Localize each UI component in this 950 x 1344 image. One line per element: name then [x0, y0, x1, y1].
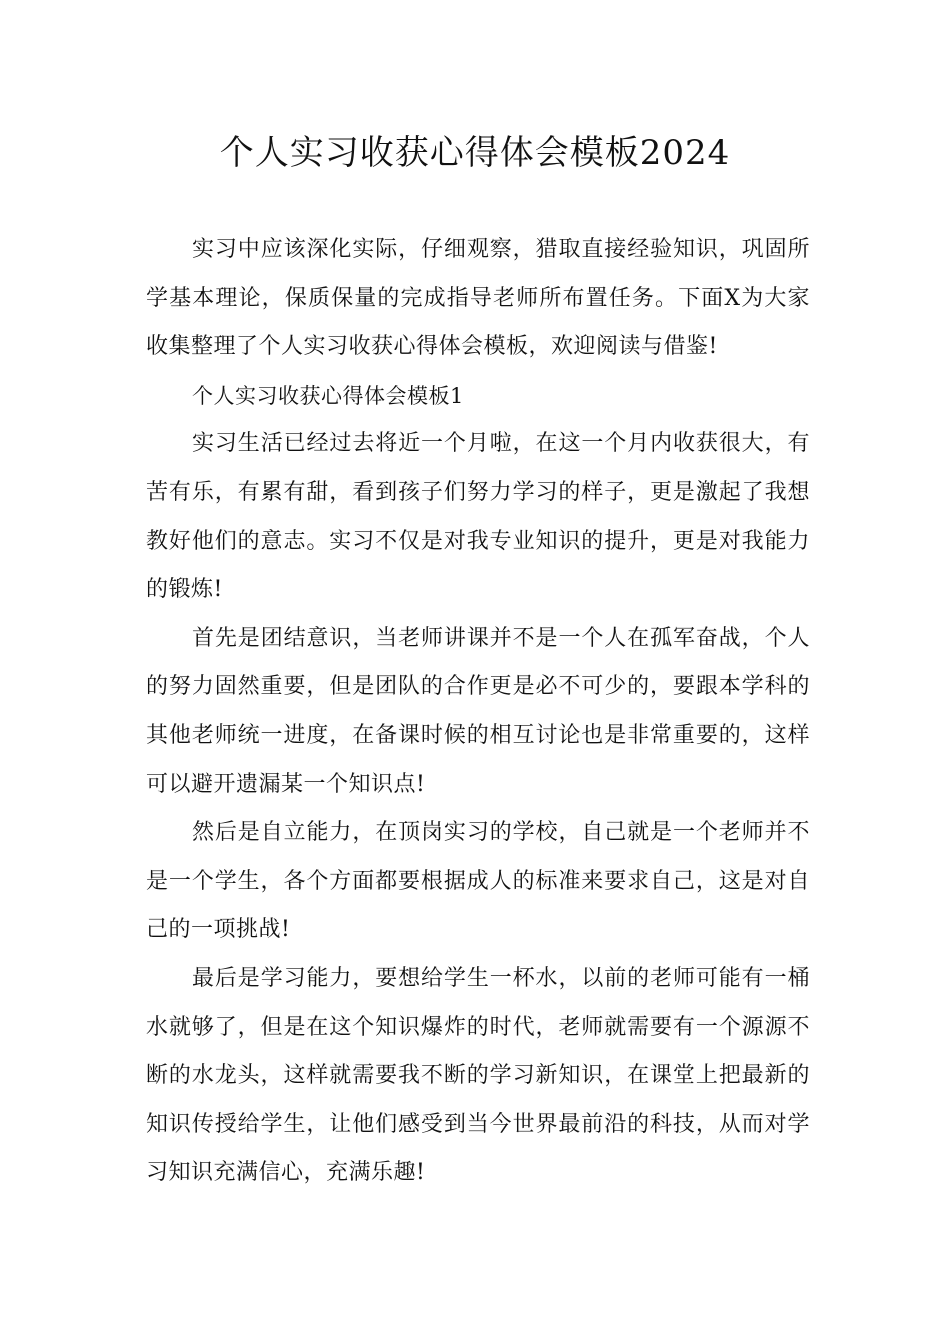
- body-paragraph: 最后是学习能力，要想给学生一杯水，以前的老师可能有一桶水就够了，但是在这个知识爆炸的时代，老师就需要有一个源源不断的水龙头，这样就需要我不断的学习新知识，在课堂上把最新的知识传授给学生，让他们感受到当今世界最前沿的科技，从而对学习知识充满信心，充满乐趣!: [146, 965, 810, 1186]
- document-title: 个人实习收获心得体会模板2024: [219, 133, 731, 173]
- document-body: [146, 226, 810, 1198]
- section-heading: 个人实习收获心得体会模板1: [192, 383, 464, 408]
- intro-paragraph: 实习中应该深化实际，仔细观察，猎取直接经验知识，巩固所学基本理论，保质保量的完成指导老师所布置任务。下面X为大家收集整理了个人实习收获心得体会模板，欢迎阅读与借鉴!: [146, 237, 810, 360]
- body-paragraph: 首先是团结意识，当老师讲课并不是一个人在孤军奋战，个人的努力固然重要，但是团队的合作更是必不可少的，要跟本学科的其他老师统一进度，在备课时候的相互讨论也是非常重要的，这样可以避开遗漏某一个知识点!: [146, 625, 810, 797]
- body-paragraph: 然后是自立能力，在顶岗实习的学校，自己就是一个老师并不是一个学生，各个方面都要根据成人的标准来要求自己，这是对自己的一项挑战!: [146, 820, 810, 943]
- body-paragraph: 实习生活已经过去将近一个月啦，在这一个月内收获很大，有苦有乐，有累有甜，看到孩子们努力学习的样子，更是激起了我想教好他们的意志。实习不仅是对我专业知识的提升，更是对我能力的锻炼!: [146, 431, 810, 603]
